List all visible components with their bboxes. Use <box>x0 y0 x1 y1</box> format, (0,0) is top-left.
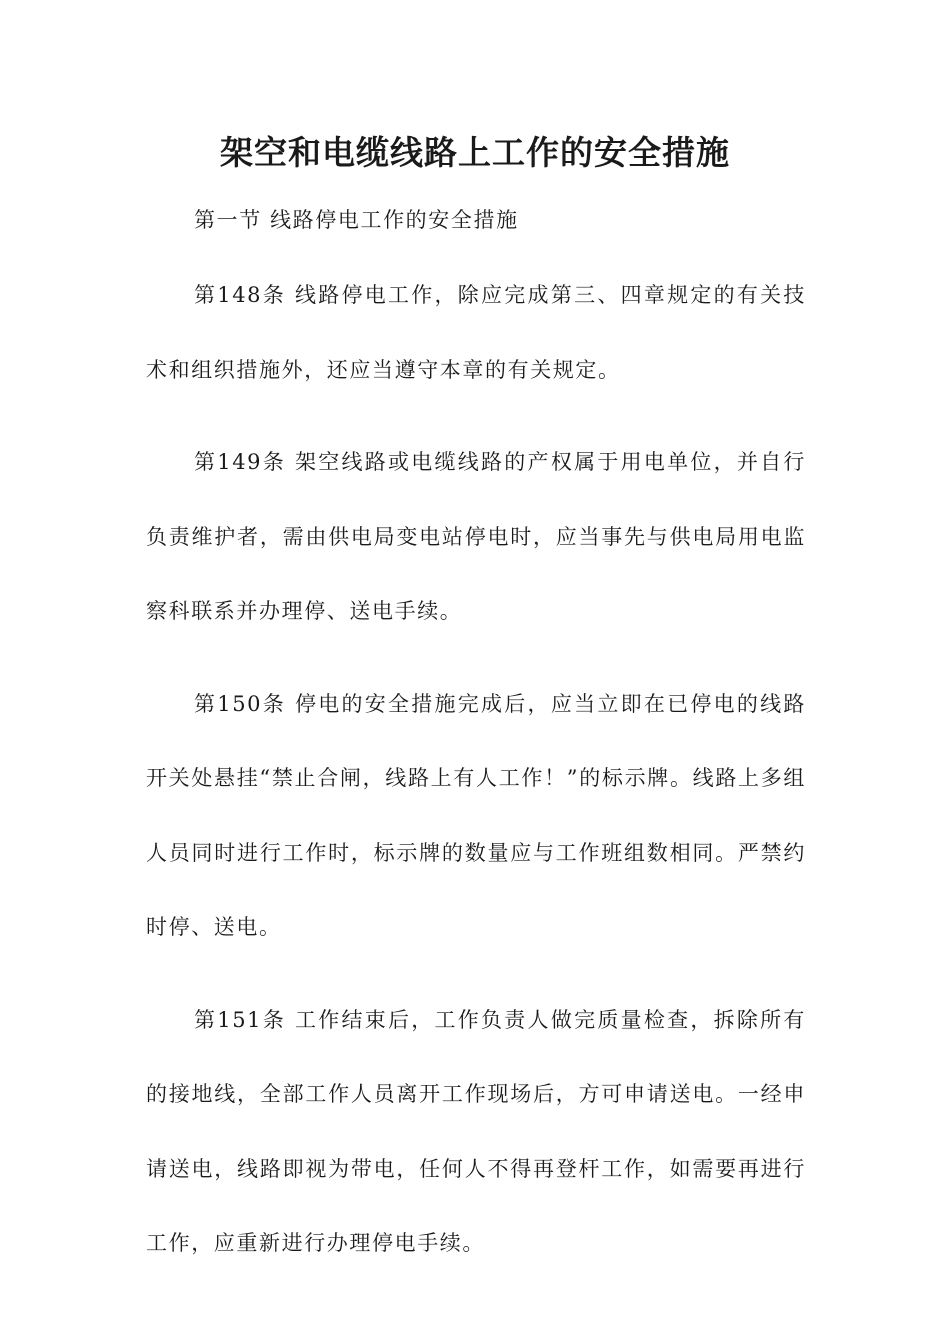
document-body <box>146 200 806 1299</box>
article-148-paragraph: 第148条 线路停电工作，除应完成第三、四章规定的有关技术和组织措施外，还应当遵守本章的有关规定。 <box>146 283 806 382</box>
article-149-paragraph: 第149条 架空线路或电缆线路的产权属于用电单位，并自行负责维护者，需由供电局变电站停电时，应当事先与供电局用电监察科联系并办理停、送电手续。 <box>146 450 806 623</box>
document-title: 架空和电缆线路上工作的安全措施 <box>220 133 730 172</box>
section-heading: 第一节 线路停电工作的安全措施 <box>194 208 519 232</box>
article-151-paragraph: 第151条 工作结束后，工作负责人做完质量检查，拆除所有的接地线，全部工作人员离开工作现场后，方可申请送电。一经申请送电，线路即视为带电，任何人不得再登杆工作，如需要再进行工作，应重新进行办理停电手续。 <box>146 1007 806 1255</box>
article-150-paragraph: 第150条 停电的安全措施完成后，应当立即在已停电的线路开关处悬挂“禁止合闸，线路上有人工作！”的标示牌。线路上多组人员同时进行工作时，标示牌的数量应与工作班组数相同。严禁约时停、送电。 <box>146 691 806 939</box>
